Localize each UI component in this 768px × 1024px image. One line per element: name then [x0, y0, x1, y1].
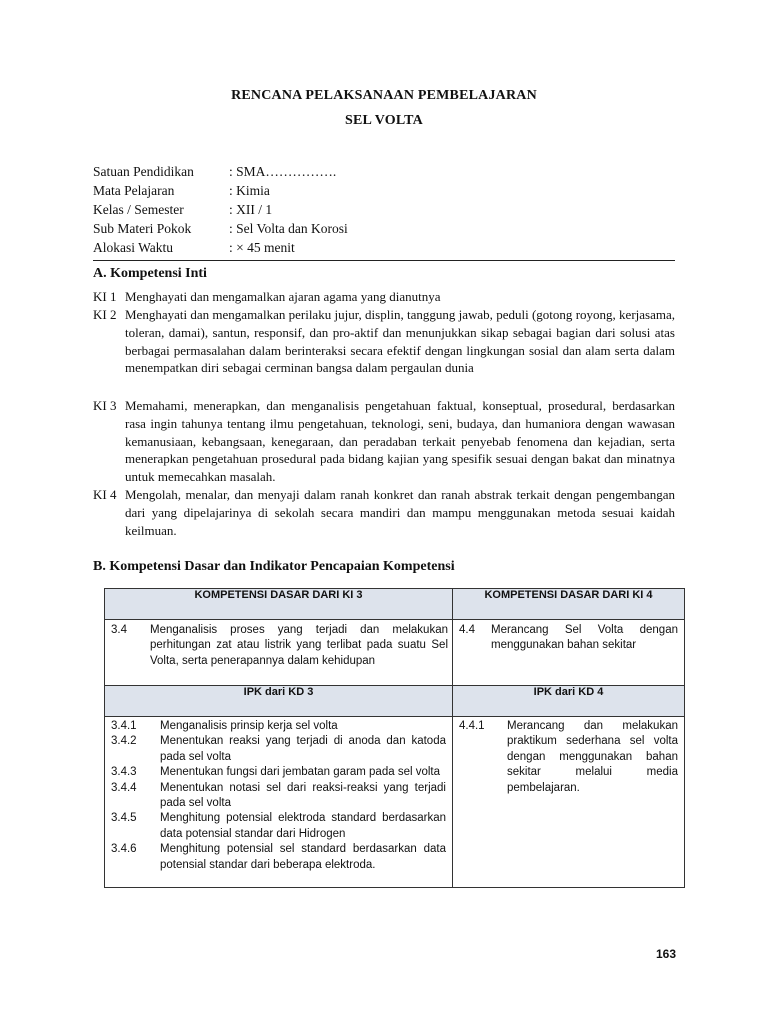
info-row-materi: [93, 219, 348, 238]
info-row-alokasi: [93, 238, 295, 257]
info-row-mapel: [93, 181, 270, 200]
ki-text: Mengolah, menalar, dan menyaji dalam ranah konkret dan ranah abstrak terkait dengan pengembangan dari yang dipelajarinya di sekolah secara mandiri dan mampu menggunakan metoda sesuai kaidah keilmuan.: [125, 487, 675, 538]
ipk-number: 3.4.4: [111, 781, 137, 794]
info-value: : × 45 menit: [229, 240, 295, 255]
ipk3-item: [111, 719, 446, 734]
section-b-heading: B. Kompetensi Dasar dan Indikator Pencapaian Kompetensi: [93, 559, 455, 574]
ki-text: Menghayati dan mengamalkan ajaran agama yang dianutnya: [125, 289, 441, 304]
ipk3-item: [111, 811, 446, 842]
ki-text: Memahami, menerapkan, dan menganalisis pengetahuan faktual, konseptual, prosedural, berdasarkan rasa ingin tahunya tentang ilmu pengetahuan, teknologi, seni, budaya, dan humaniora dengan wawasan kemanusiaan, kebangsaan, kenegaraan, dan peradaban terkait penyebab fenomena dan kejadian, serta menerapkan pengetahuan prosedural pada bidang kajian yang spesifik sesuai dengan bakat dan minatnya untuk memecahkan masalah.: [125, 398, 675, 485]
info-value: : XII / 1: [229, 202, 273, 217]
ipk-number: 3.4.2: [111, 735, 137, 748]
document-title: RENCANA PELAKSANAAN PEMBELAJARAN: [231, 88, 537, 103]
info-label: Alokasi Waktu: [93, 240, 174, 255]
ki-item-3: [93, 397, 675, 486]
ipk-text: Merancang dan melakukan praktikum sederhana sel volta dengan menggunakan bahan sekitar melalui media pembelajaran.: [507, 720, 678, 794]
ki-code: KI 3: [93, 398, 117, 413]
page-number: 163: [655, 947, 676, 961]
section-a-heading: A. Kompetensi Inti: [93, 266, 207, 281]
info-value: : Sel Volta dan Korosi: [229, 221, 348, 236]
ki-item-1: [93, 288, 675, 306]
kd-text: Merancang Sel Volta dengan menggunakan bahan sekitar: [491, 624, 678, 652]
ki-code: KI 2: [93, 307, 117, 322]
info-row-kelas: [93, 200, 272, 219]
ipk3-item: [111, 781, 446, 812]
table-header-ki4: KOMPETENSI DASAR DARI KI 4: [453, 589, 685, 620]
info-label: Satuan Pendidikan: [93, 164, 194, 179]
ipk-number: 3.4.6: [111, 843, 137, 856]
ipk3-item: [111, 842, 446, 873]
divider-line: [93, 260, 675, 261]
ipk-text: Menentukan reaksi yang terjadi di anoda dan katoda pada sel volta: [160, 735, 446, 763]
kd3-item: [111, 623, 448, 669]
info-value: : Kimia: [229, 183, 270, 198]
ipk-text: Menganalisis prinsip kerja sel volta: [160, 720, 338, 732]
ipk-text: Menentukan notasi sel dari reaksi-reaksi yang terjadi pada sel volta: [160, 781, 446, 810]
ipk-number: 3.4.3: [111, 766, 137, 779]
ipk4-item: [459, 719, 678, 796]
ipk-number: 3.4.1: [111, 720, 137, 732]
ipk-text: Menghitung potensial elektroda standard berdasarkan data potensial standar dari Hidrogen: [160, 812, 446, 840]
kompetensi-table: [104, 588, 685, 888]
kd3-cell: [105, 620, 453, 686]
document-subtitle: SEL VOLTA: [345, 113, 423, 128]
ipk4-cell: [453, 717, 685, 888]
table-header-ki3: KOMPETENSI DASAR DARI KI 3: [105, 589, 453, 620]
ipk-number: 3.4.5: [111, 812, 137, 825]
info-label: Kelas / Semester: [93, 202, 184, 217]
kd-number: 4.4: [459, 624, 475, 636]
ipk3-item: [111, 765, 446, 780]
kd4-cell: [453, 620, 685, 686]
ki-code: KI 1: [93, 289, 117, 304]
ipk-header-kd3: IPK dari KD 3: [105, 686, 453, 717]
info-value: : SMA…………….: [229, 164, 337, 179]
kd-number: 3.4: [111, 624, 127, 636]
ki-code: KI 4: [93, 487, 117, 502]
ipk-header-kd4: IPK dari KD 4: [453, 686, 685, 717]
info-label: Mata Pelajaran: [93, 183, 175, 198]
ki-item-2: [93, 306, 675, 377]
ipk-text: Menentukan fungsi dari jembatan garam pada sel volta: [160, 766, 441, 779]
ki-text: Menghayati dan mengamalkan perilaku jujur, displin, tanggung jawab, peduli (gotong royong, kerjasama, toleran, damai), santun, responsif, dan pro-aktif dan menunjukkan sikap sebagai bagian dari solusi atas berbagai permasalahan dalam berinteraksi secara efektif dengan lingkungan sosial dan alam serta dalam menempatkan diri sebagai cerminan bangsa dalam pergaulan dunia: [125, 307, 675, 376]
ipk-text: Menghitung potensial sel standard berdasarkan data potensial standar dari beberapa elektroda.: [160, 843, 446, 871]
info-row-satuan: [93, 162, 336, 181]
kd4-item: [459, 623, 678, 654]
ipk3-item: [111, 734, 446, 765]
ipk-number: 4.4.1: [459, 720, 485, 732]
ki-item-4: [93, 486, 675, 539]
kd-text: Menganalisis proses yang terjadi dan melakukan perhitungan zat atau listrik yang terlibat pada suatu Sel Volta, serta penerapannya dalam kehidupan: [150, 624, 448, 667]
ipk3-cell: [105, 717, 453, 888]
info-label: Sub Materi Pokok: [93, 221, 192, 236]
